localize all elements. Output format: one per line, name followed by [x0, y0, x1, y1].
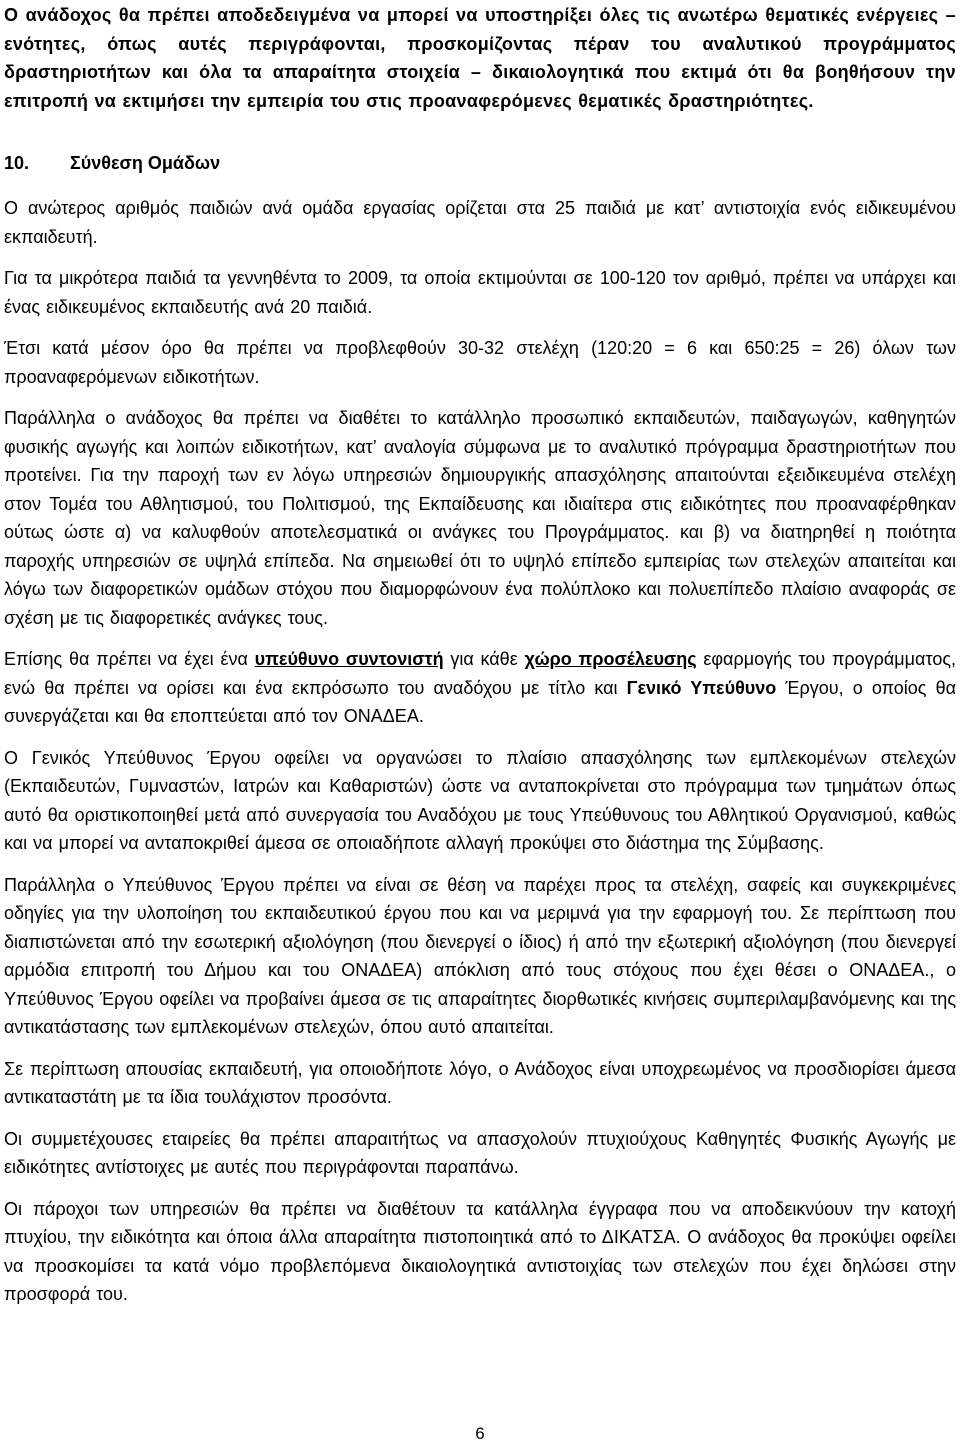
section-number: 10. [4, 153, 30, 173]
emphasis-coordinator: υπεύθυνο συντονιστή [254, 649, 444, 669]
paragraph-staff-estimate: Έτσι κατά μέσον όρο θα πρέπει να προβλεφθούν 30-32 στελέχη (120:20 = 6 και 650:25 = 26) όλων των προαναφερόμενων ειδικοτήτων. [4, 338, 956, 387]
paragraph-documents: Οι πάροχοι των υπηρεσιών θα πρέπει να διαθέτουν τα κατάλληλα έγγραφα που να αποδεικνύουν την κατοχή πτυχίου, την ειδικότητα και όποια άλλα απαραίτητα πιστοποιητικά από το ΔΙΚΑΤΣΑ. Ο ανάδοχος θα προκύψει οφείλει να προσκομίσει τα κατά νόμο προβλεπόμενα δικαιολογητικά αντιστοιχίας των στελεχών που έχει δηλώσει στην προσφορά του. [4, 1198, 956, 1304]
paragraph-group-size: Ο ανώτερος αριθμός παιδιών ανά ομάδα εργασίας ορίζεται στα 25 παιδιά με κατ’ αντιστοιχία ενός ειδικευμένου εκπαιδευτή. [4, 198, 956, 247]
paragraph-staff-requirements: Παράλληλα ο ανάδοχος θα πρέπει να διαθέτει το κατάλληλο προσωπικό εκπαιδευτών, παιδαγωγών, καθηγητών φυσικής αγωγής και λοιπών ειδικοτήτων, κατ’ αναλογία σύμφωνα με το αναλυτικό πρόγραμμα δραστηριοτήτων που προτείνει. Για την παροχή των εν λόγω υπηρεσιών δημιουργικής απασχόλησης απαιτούνται εξειδικευμένα στελέχη στον Τομέα του Αθλητισμού, του Πολιτισμού, της Εκπαίδευσης και ιδιαίτερα στις ειδικότητες που προαναφέρθηκαν ούτως ώστε α) να καλυφθούν αποτελεσματικά οι ανάγκες του Προγράμματος. και β) να διατηρηθεί η ποιότητα παροχής υπηρεσιών σε υψηλά επίπεδα. Να σημειωθεί ότι το υψηλό επίπεδο εμπειρίας των στελεχών απαιτείται και λόγω των διαφορετικών ομάδων στόχου που διαμορφώνουν ένα πολύπλοκο και πολυεπίπεδο πλαίσιο αναφοράς σε σχέση με τις διαφορετικές ανάγκες τους. [4, 408, 956, 628]
paragraph-younger-children: Για τα μικρότερα παιδιά τα γεννηθέντα το 2009, τα οποία εκτιμούνται σε 100-120 τον αριθμό, πρέπει να υπάρχει και ένας ειδικευμένος εκπαιδευτής ανά 20 παιδιά. [4, 268, 956, 317]
paragraph-absence: Σε περίπτωση απουσίας εκπαιδευτή, για οποιοδήποτε λόγο, ο Ανάδοχος είναι υποχρεωμένος να προσδιορίσει άμεσα αντικαταστάτη με τα ίδια τουλάχιστον προσόντα. [4, 1058, 956, 1107]
document-page [4, 0, 956, 1309]
text-run: εφαρμογής του προγράμματος, ενώ θα πρέπει να ορίσει και ένα εκπρόσωπο του αναδόχου με τίτλο και [4, 649, 956, 698]
text-run: Επίσης θα πρέπει να έχει ένα [4, 649, 255, 669]
page-number: 6 [475, 1424, 485, 1443]
paragraph-manager-guidance: Παράλληλα ο Υπεύθυνος Έργου πρέπει να είναι σε θέση να παρέχει προς τα στελέχη, σαφείς και συγκεκριμένες οδηγίες για την υλοποίηση του εκπαιδευτικού έργου που και να μεριμνά για την εφαρμογή του. Σε περίπτωση που διαπιστώνεται από την εσωτερική αξιολόγηση (που διενεργεί ο ίδιος) ή από την εξωτερική αξιολόγηση (που διενεργεί αρμόδια επιτροπή του Δήμου και του ΟΝΑΔΕΑ) απόκλιση από τους στόχους που έχει θέσει ο ΟΝΑΔΕΑ., ο Υπεύθυνος Έργου οφείλει να προβαίνει άμεσα σε τις απαραίτητες διορθωτικές κινήσεις συμπεριλαμβανόμενης και της αντικατάστασης των εμπλεκομένων στελεχών, όπου αυτό απαιτείται. [4, 874, 956, 1037]
paragraph-coordinator [4, 645, 956, 731]
emphasis-arrival-area: χώρο προσέλευσης [524, 649, 697, 669]
paragraph-pe-teachers: Οι συμμετέχουσες εταιρείες θα πρέπει απαραιτήτως να απασχολούν πτυχιούχους Καθηγητές Φυσικής Αγωγής με ειδικότητες αντίστοιχες με αυτές που περιγράφονται παραπάνω. [4, 1128, 956, 1177]
intro-paragraph: Ο ανάδοχος θα πρέπει αποδεδειγμένα να μπορεί να υποστηρίξει όλες τις ανωτέρω θεματικές ενέργειες – ενότητες, όπως αυτές περιγράφονται, προσκομίζοντας πέραν του αναλυτικού προγράμματος δραστηριοτήτων και όλα τα απαραίτητα στοιχεία – δικαιολογητικά που εκτιμά ότι θα βοηθήσουν την επιτροπή να εκτιμήσει την εμπειρία του στις προαναφερόμενες θεματικές δραστηριότητες. [4, 5, 956, 111]
text-run: για κάθε [443, 649, 525, 669]
emphasis-general-manager: Γενικό Υπεύθυνο [626, 677, 777, 698]
section-heading [4, 149, 956, 177]
text-run: Έργου, ο οποίος θα συνεργάζεται και θα εποπτεύεται από τον ΟΝΑΔΕΑ. [4, 677, 956, 726]
paragraph-general-manager-duties: Ο Γενικός Υπεύθυνος Έργου οφείλει να οργανώσει το πλαίσιο απασχόλησης των εμπλεκομένων στελεχών (Εκπαιδευτών, Γυμναστών, Ιατρών και Καθαριστών) ώστε να ανταποκρίνεται στο πρόγραμμα των τμημάτων όπως αυτό θα οριστικοποιηθεί μετά από συνεργασία του Αναδόχου με τους Υπεύθυνους του Αθλητικού Οργανισμού, καθώς και να μπορεί να ανταποκριθεί άμεσα σε οποιαδήποτε αλλαγή προκύψει στο διάστημα της Σύμβασης. [4, 747, 956, 853]
section-title: Σύνθεση Ομάδων [70, 153, 221, 173]
